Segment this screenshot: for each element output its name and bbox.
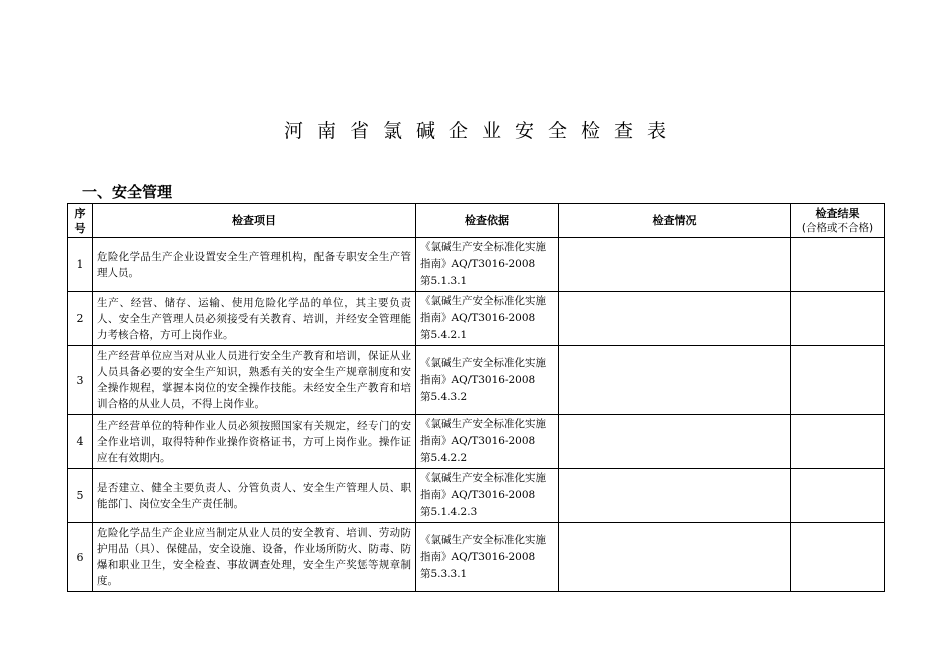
row-basis — [416, 238, 559, 292]
row-result-cell[interactable] — [791, 238, 885, 292]
row-result-cell[interactable] — [791, 523, 885, 592]
basis-standard: 《氯碱生产安全标准化实施指南》AQ/T3016-2008 — [420, 356, 546, 386]
header-situation: 检查情况 — [559, 204, 791, 238]
basis-standard: 《氯碱生产安全标准化实施指南》AQ/T3016-2008 — [420, 241, 546, 270]
row-seq: 4 — [68, 415, 93, 469]
row-seq: 1 — [68, 238, 93, 292]
basis-standard: 《氯碱生产安全标准化实施指南》AQ/T3016-2008 — [420, 418, 546, 447]
row-result-cell[interactable] — [791, 415, 885, 469]
row-basis — [416, 346, 559, 415]
header-item: 检查项目 — [93, 204, 416, 238]
basis-clause: 第5.4.2.2 — [420, 452, 468, 464]
table-row — [68, 292, 885, 346]
row-basis — [416, 469, 559, 523]
basis-standard: 《氯碱生产安全标准化实施指南》AQ/T3016-2008 — [420, 533, 546, 563]
row-basis — [416, 292, 559, 346]
header-result-note: (合格或不合格) — [801, 221, 874, 234]
row-seq: 3 — [68, 346, 93, 415]
row-situation-cell[interactable] — [559, 346, 791, 415]
row-situation-cell[interactable] — [559, 238, 791, 292]
basis-clause: 第5.3.3.1 — [420, 567, 468, 580]
basis-standard: 《氯碱生产安全标准化实施指南》AQ/T3016-2008 — [420, 295, 546, 324]
row-situation-cell[interactable] — [559, 292, 791, 346]
basis-standard: 《氯碱生产安全标准化实施指南》AQ/T3016-2008 — [420, 472, 546, 501]
table-row — [68, 346, 885, 415]
basis-clause: 第5.4.2.1 — [420, 329, 468, 341]
header-basis: 检查依据 — [416, 204, 559, 238]
row-item: 生产经营单位应当对从业人员进行安全生产教育和培训，保证从业人员具备必要的安全生产知识，熟悉有关的安全生产规章制度和安全操作规程，掌握本岗位的安全操作技能。未经安全生产教育和培训合格的从业人员，不得上岗作业。 — [93, 346, 416, 415]
safety-check-table — [67, 203, 885, 592]
row-item: 生产、经营、储存、运输、使用危险化学品的单位，其主要负责人、安全生产管理人员必须接受有关教育、培训，并经安全管理能力考核合格，方可上岗作业。 — [93, 292, 416, 346]
table-header-row — [68, 204, 885, 238]
table-row — [68, 523, 885, 592]
basis-clause: 第5.1.3.1 — [420, 275, 468, 287]
row-result-cell[interactable] — [791, 469, 885, 523]
row-item: 危险化学品生产企业应当制定从业人员的安全教育、培训、劳动防护用品（具）、保健品，安全设施、设备，作业场所防火、防毒、防爆和职业卫生，安全检查、事故调查处理，安全生产奖惩等规章制度。 — [93, 523, 416, 592]
section-heading: 一、安全管理 — [82, 183, 173, 201]
basis-clause: 第5.1.4.2.3 — [420, 506, 478, 518]
row-seq: 5 — [68, 469, 93, 523]
row-basis — [416, 523, 559, 592]
row-situation-cell[interactable] — [559, 523, 791, 592]
table-row — [68, 415, 885, 469]
row-seq: 6 — [68, 523, 93, 592]
row-item: 生产经营单位的特种作业人员必须按照国家有关规定，经专门的安全作业培训，取得特种作业操作资格证书，方可上岗作业。操作证应在有效期内。 — [93, 415, 416, 469]
row-situation-cell[interactable] — [559, 415, 791, 469]
row-item: 危险化学品生产企业设置安全生产管理机构，配备专职安全生产管理人员。 — [93, 238, 416, 292]
document-title: 河南省氯碱企业安全检查表 — [283, 120, 680, 142]
header-result-label: 检查结果 — [815, 206, 860, 220]
row-result-cell[interactable] — [791, 292, 885, 346]
basis-clause: 第5.4.3.2 — [420, 390, 468, 403]
table-row — [68, 469, 885, 523]
header-seq: 序号 — [68, 204, 93, 238]
header-result — [791, 204, 885, 238]
table-row — [68, 238, 885, 292]
row-seq: 2 — [68, 292, 93, 346]
row-basis — [416, 415, 559, 469]
row-result-cell[interactable] — [791, 346, 885, 415]
row-item: 是否建立、健全主要负责人、分管负责人、安全生产管理人员、职能部门、岗位安全生产责任制。 — [93, 469, 416, 523]
row-situation-cell[interactable] — [559, 469, 791, 523]
